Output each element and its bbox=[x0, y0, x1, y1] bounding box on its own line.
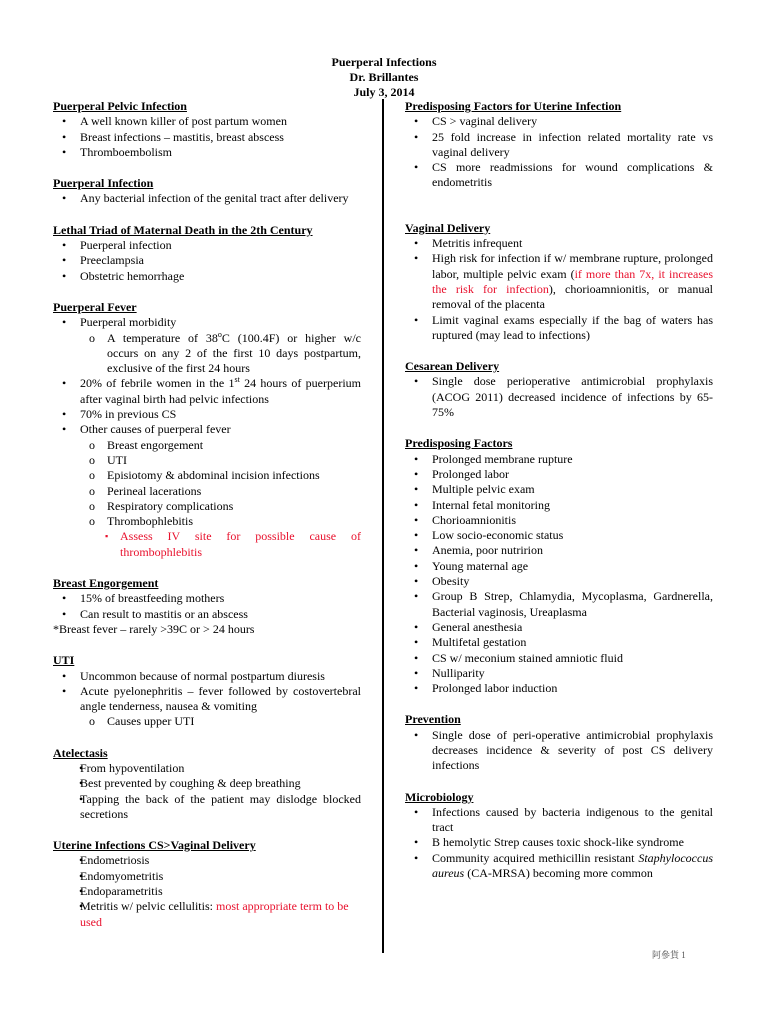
vaginal-text-a: High risk for infection if w/ membrane rupture, prolonged labor, multiple pelvic exam ( bbox=[432, 251, 713, 281]
list-item: • Uncommon because of normal postpartum diuresis bbox=[53, 669, 361, 684]
section-heading: Predisposing Factors bbox=[405, 436, 513, 451]
section-uterine-infections bbox=[53, 838, 361, 930]
list-item: • Acute pyelonephritis – fever followed by costovertebral angle tenderness, nausea & vomiting bbox=[53, 684, 361, 715]
list-item: • From hypoventilation bbox=[53, 761, 361, 776]
list-item bbox=[405, 851, 713, 882]
column-divider bbox=[382, 99, 384, 953]
section-vaginal-delivery bbox=[405, 221, 713, 343]
temp-text-a: A temperature of 38 bbox=[107, 330, 218, 345]
febrile-text-b: 24 hours of puerperium after vaginal birth had pelvic infections bbox=[80, 376, 361, 406]
list-item: • Preeclampsia bbox=[53, 253, 361, 268]
list-item bbox=[53, 376, 361, 407]
list-item: • Metritis infrequent bbox=[405, 236, 713, 251]
list-item: • Other causes of puerperal fever bbox=[53, 422, 361, 437]
list-item: • General anesthesia bbox=[405, 620, 713, 635]
list-item: • Puerperal morbidity bbox=[53, 315, 361, 330]
list-item: o Perineal lacerations bbox=[53, 484, 361, 499]
list-item: o Thrombophlebitis bbox=[53, 514, 361, 529]
section-microbiology bbox=[405, 790, 713, 882]
section-heading: Puerperal Pelvic Infection bbox=[53, 99, 187, 113]
list-item: • Single dose of peri-operative antimicrobial prophylaxis decreases incidence & severity of post CS delivery infections bbox=[405, 728, 713, 774]
bullet-list bbox=[53, 761, 361, 822]
list-item: • Infections caused by bacteria indigenous to the genital tract bbox=[405, 805, 713, 836]
list-item: o Causes upper UTI bbox=[53, 714, 361, 729]
list-item: • CS > vaginal delivery bbox=[405, 114, 713, 129]
list-item: • A well known killer of post partum women bbox=[53, 114, 361, 129]
list-item bbox=[53, 331, 361, 377]
section-predisposing-uterine bbox=[405, 99, 713, 191]
bullet-list bbox=[53, 191, 361, 206]
section-heading: Breast Engorgement bbox=[53, 576, 159, 591]
list-item: o Episiotomy & abdominal incision infections bbox=[53, 468, 361, 483]
section-puerperal-fever bbox=[53, 300, 361, 560]
list-item: • Best prevented by coughing & deep breathing bbox=[53, 776, 361, 791]
list-item: • B hemolytic Strep causes toxic shock-like syndrome bbox=[405, 835, 713, 850]
section-uti bbox=[53, 653, 361, 729]
document-header bbox=[0, 55, 768, 100]
temp-text-b: C (100.4F) or higher w/c occurs on any 2 of the first 10 days postpartum, exclusive of the first 24 hours bbox=[107, 330, 361, 376]
bullet-list bbox=[53, 591, 361, 622]
list-item: • Limit vaginal exams especially if the bag of waters has ruptured (may lead to infections) bbox=[405, 313, 713, 344]
section-prevention bbox=[405, 712, 713, 773]
left-column bbox=[53, 99, 361, 930]
list-item: • Prolonged labor induction bbox=[405, 681, 713, 696]
febrile-text-a: 20% of febrile women in the 1 bbox=[80, 376, 235, 391]
list-item: • Puerperal infection bbox=[53, 238, 361, 253]
section-heading: Puerperal Infection bbox=[53, 176, 154, 191]
section-heading: Lethal Triad of Maternal Death in the 2th Century bbox=[53, 222, 313, 237]
section-heading: Microbiology bbox=[405, 789, 474, 804]
metritis-text: Metritis w/ pelvic cellulitis: bbox=[80, 899, 216, 914]
list-item: • 25 fold increase in infection related mortality rate vs vaginal delivery bbox=[405, 130, 713, 161]
list-item: • Endometriosis bbox=[53, 853, 361, 868]
section-predisposing-factors bbox=[405, 436, 713, 696]
list-item: • Thromboembolism bbox=[53, 145, 361, 160]
list-item bbox=[405, 251, 713, 312]
section-heading: Predisposing Factors for Uterine Infection bbox=[405, 99, 622, 113]
list-item: • Multiple pelvic exam bbox=[405, 482, 713, 497]
list-item bbox=[53, 899, 361, 930]
list-item: • Endoparametritis bbox=[53, 884, 361, 899]
list-item: • 15% of breastfeeding mothers bbox=[53, 591, 361, 606]
list-item: • Single dose perioperative antimicrobial prophylaxis (ACOG 2011) decreased incidence of infections by 65-75% bbox=[405, 374, 713, 420]
list-item: • Obesity bbox=[405, 574, 713, 589]
bullet-list bbox=[405, 452, 713, 697]
list-item: • Endomyometritis bbox=[53, 869, 361, 884]
list-item: • Internal fetal monitoring bbox=[405, 498, 713, 513]
document-date: July 3, 2014 bbox=[353, 85, 415, 99]
list-item: • Nulliparity bbox=[405, 666, 713, 681]
page-footer: 阿參貨 1 bbox=[652, 950, 686, 960]
list-item: • Obstetric hemorrhage bbox=[53, 269, 361, 284]
breast-fever-note: *Breast fever – rarely >39C or > 24 hours bbox=[53, 621, 255, 636]
list-item: • Can result to mastitis or an abscess bbox=[53, 607, 361, 622]
bullet-list bbox=[405, 805, 713, 881]
section-cesarean-delivery bbox=[405, 359, 713, 420]
bullet-list bbox=[53, 853, 361, 929]
list-item: • Chorioamnionitis bbox=[405, 513, 713, 528]
list-item: • Any bacterial infection of the genital tract after delivery bbox=[53, 191, 361, 206]
temp-superscript: o bbox=[217, 329, 222, 339]
list-item: • Prolonged membrane rupture bbox=[405, 452, 713, 467]
febrile-superscript: st bbox=[234, 375, 240, 385]
list-item: • Anemia, poor nutririon bbox=[405, 543, 713, 558]
bullet-list bbox=[405, 114, 713, 190]
list-item: o UTI bbox=[53, 453, 361, 468]
section-heading: Vaginal Delivery bbox=[405, 220, 491, 235]
list-item: • CS w/ meconium stained amniotic fluid bbox=[405, 651, 713, 666]
bullet-list bbox=[405, 374, 713, 420]
list-item: o Respiratory complications bbox=[53, 499, 361, 514]
mrsa-organism: Staphylococcus aureus bbox=[432, 850, 713, 881]
list-item: • 70% in previous CS bbox=[53, 407, 361, 422]
list-item: • Group B Strep, Chlamydia, Mycoplasma, Gardnerella, Bacterial vaginosis, Ureaplasma bbox=[405, 589, 713, 620]
bullet-list bbox=[53, 114, 361, 160]
section-atelectasis bbox=[53, 746, 361, 822]
right-column bbox=[405, 99, 713, 881]
section-heading: Cesarean Delivery bbox=[405, 359, 500, 374]
list-item: • Tapping the back of the patient may dislodge blocked secretions bbox=[53, 792, 361, 823]
list-item: • Young maternal age bbox=[405, 559, 713, 574]
section-heading: Atelectasis bbox=[53, 745, 108, 760]
bullet-list bbox=[53, 238, 361, 284]
document-title: Puerperal Infections bbox=[331, 55, 437, 69]
bullet-list bbox=[405, 728, 713, 774]
section-puerperal-infection bbox=[53, 176, 361, 207]
bullet-list bbox=[53, 669, 361, 730]
list-item: • Multifetal gestation bbox=[405, 635, 713, 650]
section-breast-engorgement bbox=[53, 576, 361, 637]
mrsa-text-b: (CA-MRSA) becoming more common bbox=[464, 866, 653, 881]
metritis-red-note: most appropriate term to be used bbox=[80, 899, 349, 929]
document-author: Dr. Brillantes bbox=[349, 70, 419, 84]
section-heading: Puerperal Fever bbox=[53, 299, 137, 314]
list-item: o Breast engorgement bbox=[53, 438, 361, 453]
section-heading: Prevention bbox=[405, 712, 461, 727]
list-item: • Low socio-economic status bbox=[405, 528, 713, 543]
vaginal-red-note: if more than 7x, it increases the risk for infection bbox=[432, 266, 713, 296]
section-heading: Uterine Infections CS>Vaginal Delivery bbox=[53, 838, 256, 853]
list-item: • Prolonged labor bbox=[405, 467, 713, 482]
section-pelvic-infection bbox=[53, 99, 361, 160]
section-lethal-triad bbox=[53, 223, 361, 284]
list-item: • Breast infections – mastitis, breast abscess bbox=[53, 130, 361, 145]
bullet-list bbox=[53, 315, 361, 560]
mrsa-text-a: Community acquired methicillin resistant bbox=[432, 850, 639, 865]
bullet-list bbox=[405, 236, 713, 343]
list-item: • CS more readmissions for wound complications & endometritis bbox=[405, 160, 713, 191]
vaginal-text-b: ), chorioamnionitis, or manual removal of the placenta bbox=[432, 281, 713, 312]
section-heading: UTI bbox=[53, 653, 75, 668]
list-item-red-note: ▪ Assess IV site for possible cause of thrombophlebitis bbox=[53, 529, 361, 560]
